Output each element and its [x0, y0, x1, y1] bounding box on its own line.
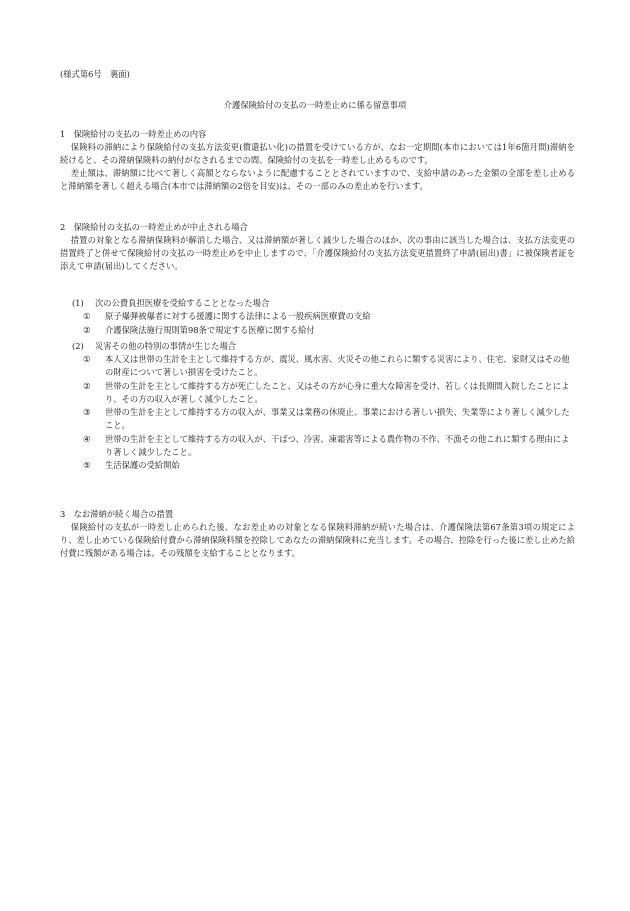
case-number: (1)	[72, 298, 84, 308]
case-item	[72, 380, 572, 406]
case-group-1	[72, 297, 572, 337]
section-paragraph: 差止額は、滞納額に比べて著しく高額とならないように配慮することとされていますので、支給申請のあった金額の全部を差し止めると滞納額を著しく超える場合(本市では滞納額の2倍を目安)は、その一部のみの差止めを行います。	[60, 168, 575, 191]
section-heading: 1 保険給付の支払の一時差止めの内容	[60, 129, 207, 139]
item-text: 介護保険法施行規則第98条で規定する医療に関する給付	[105, 324, 315, 335]
item-marker: ①	[83, 311, 91, 321]
section-paragraph: 保険給付の支払が一時差し止められた後、なお差止めの対象となる保険料滞納が続いた場合は、介護保険法第67条第3項の規定により、差し止めている保険給付費から滞納保険料額を控除してあなたの滞納保険料に充当します。その場合、控除を行った後に差し止めた給付費に残額がある場合は、その残額を支給することとなります。	[60, 522, 575, 558]
case-item	[72, 406, 572, 432]
section-paragraph: 措置の対象となる滞納保険料が解消した場合、又は滞納額が著しく減少した場合のほか、次の事由に該当した場合は、支払方法変更の措置終了と併せて保険給付の支払の一時差止めを中止しますので、「介護保険給付の支払方法変更措置終了申請(届出)書」に被保険者証を添えて申請(届出)してください。	[60, 235, 575, 271]
section-paragraph: 保険料の滞納により保険給付の支払方法変更(償還払い化)の措置を受けている方が、なお一定期間(本市においては1年6箇月間)滞納を続けると、その滞納保険料の納付がなされるまでの間、保険給付の支払を一時差し止めるものです。	[60, 142, 575, 165]
section-heading: 3 なお滞納が続く場合の措置	[60, 509, 174, 519]
case-item	[72, 324, 572, 337]
item-text: 原子爆弾被爆者に対する援護に関する法律による一般疾病医療費の支給	[105, 311, 371, 321]
item-marker: ②	[83, 324, 91, 335]
section-heading: 2 保険給付の支払の一時差止めが中止される場合	[60, 222, 248, 232]
item-text: 生活保護の受給開始	[105, 460, 180, 470]
item-text: 世帯の生計を主として維持する方の収入が、事業又は業務の休廃止、事業における著しい損失、失業等により著しく減少したこと。	[105, 407, 570, 430]
case-heading	[72, 340, 572, 353]
case-item	[72, 310, 572, 323]
item-text: 世帯の生計を主として維持する方が死亡したこと、又はその方が心身に重大な障害を受け、若しくは長期間入院したことにより、その方の収入が著しく減少したこと。	[105, 380, 570, 404]
item-marker: ①	[83, 354, 91, 364]
item-text: 本人又は世帯の生計を主として維持する方が、震災、風水害、火災その他これらに類する災害により、住宅、家財又はその他の財産について著しい損害を受けたこと。	[105, 354, 570, 377]
case-item	[72, 433, 572, 459]
case-item	[72, 353, 572, 379]
case-label: 災害その他の特別の事情が生じた場合	[95, 341, 237, 351]
section-3	[60, 508, 575, 560]
case-label: 次の公費負担医療を受給することとなった場合	[95, 298, 270, 308]
document-title: 介護保険給付の支払の一時差止めに係る留意事項	[223, 100, 407, 110]
item-text: 世帯の生計を主として維持する方の収入が、干ばつ、冷害、凍霜害等による農作物の不作、不漁その他これに類する理由により著しく減少したこと。	[105, 433, 570, 457]
item-marker: ③	[83, 407, 91, 417]
form-number-label: (様式第6号 裏面)	[60, 69, 130, 79]
case-item	[72, 459, 572, 472]
section-1	[60, 128, 575, 193]
case-heading	[72, 297, 572, 310]
case-number: (2)	[72, 341, 84, 351]
section-2	[60, 221, 575, 273]
case-group-2	[72, 340, 572, 473]
item-marker: ②	[83, 380, 91, 391]
item-marker: ⑤	[83, 460, 91, 470]
item-marker: ④	[83, 433, 91, 444]
